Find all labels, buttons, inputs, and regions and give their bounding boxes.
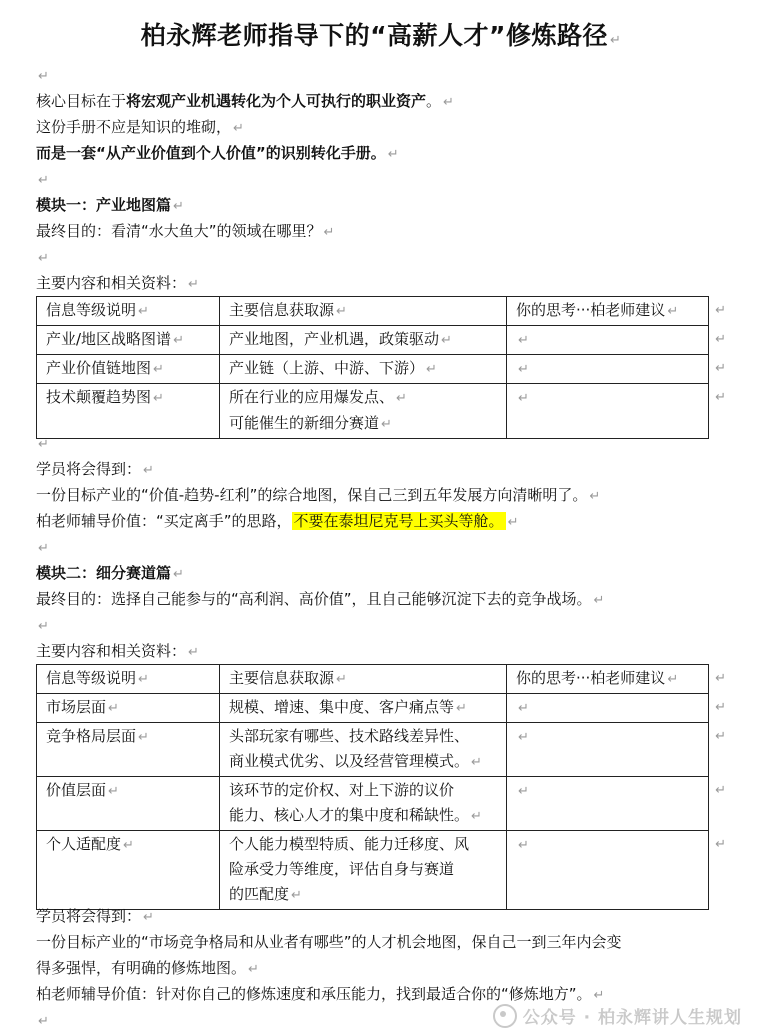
table-header-cell: 信息等级说明 ↵ bbox=[37, 297, 220, 326]
table-cell: ↵ ↵ bbox=[507, 326, 709, 355]
table-row bbox=[37, 694, 709, 723]
wechat-icon bbox=[493, 1004, 517, 1028]
blank-line: ↵ bbox=[38, 69, 49, 84]
table-row bbox=[37, 723, 709, 777]
table-cell: ↵ ↵ bbox=[507, 723, 709, 777]
table-cell: 市场层面 ↵ bbox=[37, 694, 220, 723]
highlighted-text: 不要在泰坦尼克号上买头等舱。 bbox=[293, 512, 504, 530]
table-cell: 产业价值链地图 ↵ bbox=[37, 355, 220, 384]
table-header-row bbox=[37, 297, 709, 326]
table-cell: ↵ ↵ bbox=[507, 777, 709, 831]
table-cell: 所在行业的应用爆发点、 ↵ 可能催生的新细分赛道 ↵ bbox=[220, 384, 507, 439]
table-header-cell: 信息等级说明 ↵ bbox=[37, 665, 220, 694]
blank-line: ↵ bbox=[38, 1014, 49, 1029]
page-title: 柏永辉老师指导下的“高薪人才”修炼路径 ↵ bbox=[140, 21, 622, 50]
module1-table bbox=[36, 296, 726, 439]
module2-gain-text-1: 一份目标产业的“市场竞争格局和从业者有哪些”的人才机会地图，保自己一到三年内会变 bbox=[36, 933, 622, 951]
table-header-cell: 主要信息获取源 ↵ bbox=[220, 665, 507, 694]
table-header-cell: 你的思考···柏老师建议 ↵ ↵ bbox=[507, 665, 709, 694]
module1-content-label: 主要内容和相关资料： ↵ bbox=[36, 274, 199, 292]
module1-heading: 模块一：产业地图篇 ↵ bbox=[36, 196, 184, 214]
table-cell: 个人能力模型特质、能力迁移度、风 险承受力等维度，评估自身与赛道 的匹配度 ↵ bbox=[220, 831, 507, 910]
module1-goal: 最终目的：看清“水大鱼大”的领域在哪里？ ↵ bbox=[36, 222, 335, 240]
module1-gain-text: 一份目标产业的“价值-趋势-红利”的综合地图，保自己三到五年发展方向清晰明了。 ↵ bbox=[36, 486, 601, 504]
intro-line-2: 这份手册不应是知识的堆砌， ↵ bbox=[36, 118, 244, 136]
table-cell: 规模、增速、集中度、客户痛点等 ↵ bbox=[220, 694, 507, 723]
watermark: 公众号 · 柏永辉讲人生规划 bbox=[493, 1003, 742, 1028]
blank-line: ↵ bbox=[38, 437, 49, 452]
intro-line-1: 核心目标在于将宏观产业机遇转化为个人可执行的职业资产。 ↵ bbox=[36, 92, 454, 110]
table-row bbox=[37, 831, 709, 910]
table-row bbox=[37, 355, 709, 384]
module1-gain-label: 学员将会得到： ↵ bbox=[36, 460, 154, 478]
table-cell: ↵ ↵ bbox=[507, 694, 709, 723]
module2-gain-text-2: 得多强悍，有明确的修炼地图。 ↵ bbox=[36, 959, 259, 977]
module2-heading: 模块二：细分赛道篇 ↵ bbox=[36, 564, 184, 582]
table-cell: ↵ ↵ bbox=[507, 355, 709, 384]
table-header-cell: 主要信息获取源 ↵ bbox=[220, 297, 507, 326]
blank-line: ↵ bbox=[38, 251, 49, 266]
module2-content-label: 主要内容和相关资料： ↵ bbox=[36, 642, 199, 660]
table-cell: 头部玩家有哪些、技术路线差异性、 商业模式优劣、以及经营管理模式。 ↵ bbox=[220, 723, 507, 777]
table-cell: ↵ ↵ bbox=[507, 384, 709, 439]
table-cell: 价值层面 ↵ bbox=[37, 777, 220, 831]
table-header-cell: 你的思考···柏老师建议 ↵ ↵ bbox=[507, 297, 709, 326]
module2-table bbox=[36, 664, 726, 910]
table-cell: 产业/地区战略图谱 ↵ bbox=[37, 326, 220, 355]
table-cell: 产业链（上游、中游、下游） ↵ bbox=[220, 355, 507, 384]
table-row bbox=[37, 326, 709, 355]
table-row bbox=[37, 777, 709, 831]
module2-gain-label: 学员将会得到： ↵ bbox=[36, 907, 154, 925]
module2-value: 柏老师辅导价值：针对你自己的修炼速度和承压能力，找到最适合你的“修炼地方”。 ↵ bbox=[36, 985, 605, 1003]
module1-value: 柏老师辅导价值：“买定离手”的思路， 不要在泰坦尼克号上买头等舱。 ↵ bbox=[36, 512, 519, 530]
intro-line-3: 而是一套“从产业价值到个人价值”的识别转化手册。 ↵ bbox=[36, 144, 399, 162]
table-cell: 竞争格局层面 ↵ bbox=[37, 723, 220, 777]
table-cell: 该环节的定价权、对上下游的议价 能力、核心人才的集中度和稀缺性。 ↵ bbox=[220, 777, 507, 831]
table-cell: 技术颠覆趋势图 ↵ bbox=[37, 384, 220, 439]
table-row bbox=[37, 384, 709, 439]
blank-line: ↵ bbox=[38, 619, 49, 634]
module2-goal: 最终目的：选择自己能参与的“高利润、高价值”，且自己能够沉淀下去的竞争战场。 ↵ bbox=[36, 590, 605, 608]
table-cell: ↵ ↵ bbox=[507, 831, 709, 910]
table-cell: 个人适配度 ↵ bbox=[37, 831, 220, 910]
blank-line: ↵ bbox=[38, 173, 49, 188]
table-header-row bbox=[37, 665, 709, 694]
blank-line: ↵ bbox=[38, 541, 49, 556]
table-cell: 产业地图，产业机遇，政策驱动 ↵ bbox=[220, 326, 507, 355]
